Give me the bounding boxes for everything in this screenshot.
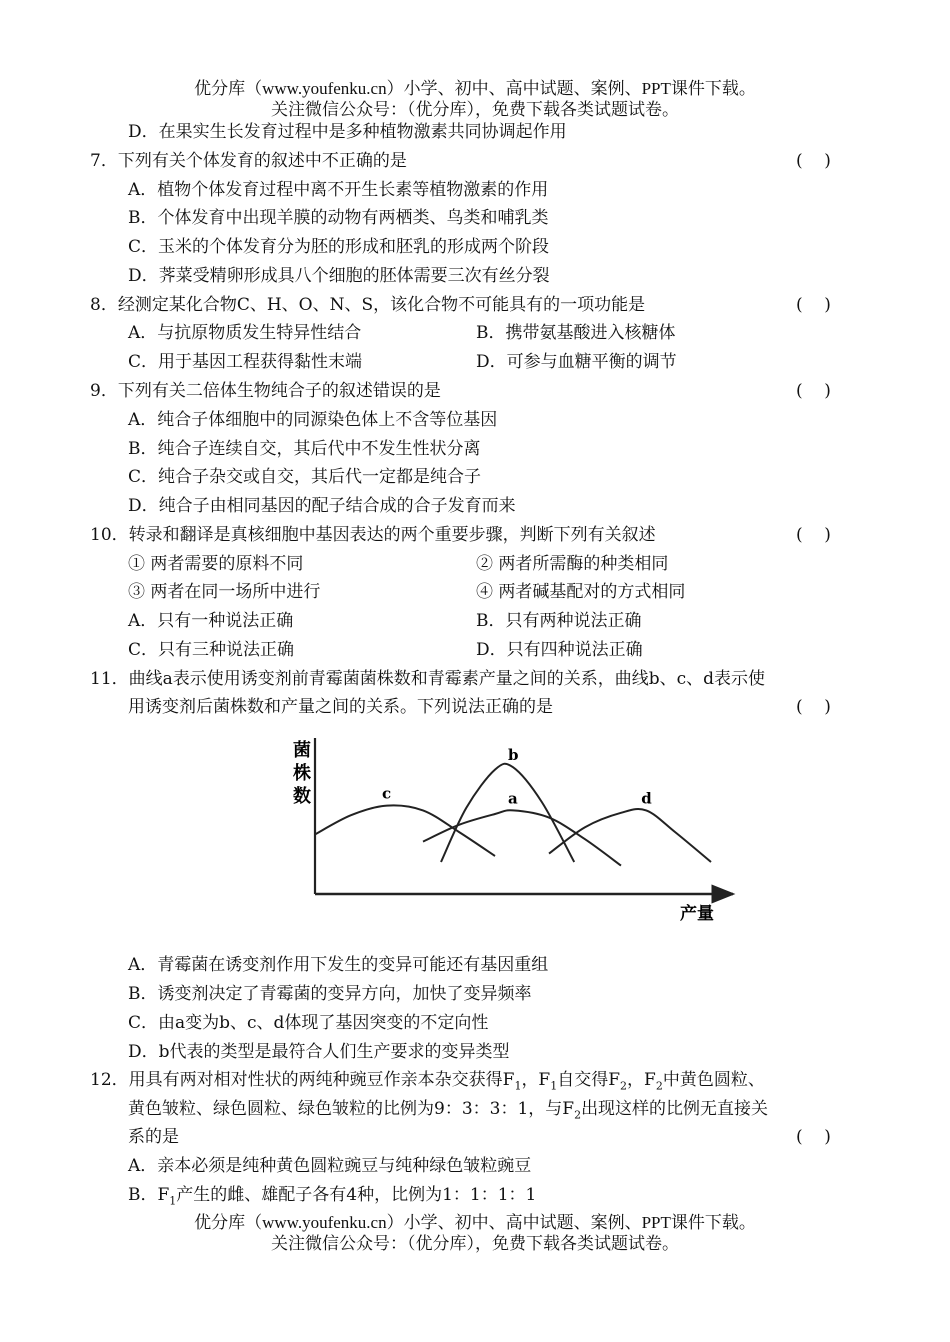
page-header-line1: 优分库（www.youfenku.cn）小学、初中、高中试题、案例、PPT课件下载。: [194, 79, 756, 98]
q11-option-a: A．青霉菌在诱变剂作用下发生的变异可能还有基因重组: [128, 955, 549, 975]
curve-label-d: d: [641, 789, 652, 808]
curve-d: [549, 809, 711, 862]
q7-option-d: D．荠菜受精卵形成具八个细胞的胚体需要三次有丝分裂: [128, 266, 550, 286]
q10-option-b: B．只有两种说法正确: [476, 611, 642, 631]
q9-stem: 9．下列有关二倍体生物纯合子的叙述错误的是: [90, 381, 441, 401]
q10-option-d: D．只有四种说法正确: [476, 640, 643, 660]
q10-stem: 10．转录和翻译是真核细胞中基因表达的两个重要步骤，判断下列有关叙述: [90, 525, 656, 545]
q11-stem-line2: 用诱变剂后菌株数和产量之间的关系。下列说法正确的是: [128, 697, 553, 717]
y-axis-label: 菌株数: [293, 740, 311, 807]
q12-option-a: A．亲本必须是纯种黄色圆粒豌豆与纯种绿色皱粒豌豆: [128, 1156, 532, 1176]
q10-option-c: C．只有三种说法正确: [128, 640, 295, 660]
q11-option-b: B．诱变剂决定了青霉菌的变异方向，加快了变异频率: [128, 984, 532, 1004]
q8-option-c: C．用于基因工程获得黏性末端: [128, 352, 363, 372]
x-axis-label: 产量: [680, 904, 714, 924]
q12-stem-line1: 12．用具有两对相对性状的两纯种豌豆作亲本杂交获得$F_1$，$F_1$自交得$F_2$，$F_2$中黄色圆粒、: [90, 1070, 765, 1093]
q7-option-b: B．个体发育中出现羊膜的动物有两栖类、鸟类和哺乳类: [128, 208, 549, 228]
q10-statement-4: ④ 两者碱基配对的方式相同: [476, 582, 686, 602]
page-footer-line2: 关注微信公众号：（优分库），免费下载各类试题试卷。: [271, 1234, 679, 1253]
curve-c: [315, 805, 495, 856]
q12-stem-line3: 系的是: [128, 1127, 179, 1147]
q11-answer-paren: ( ): [796, 697, 831, 717]
q12-option-b: B．$F_1$产生的雌、雄配子各有4种，比例为1：1：1：1: [128, 1185, 537, 1208]
page-footer-line1: 优分库（www.youfenku.cn）小学、初中、高中试题、案例、PPT课件下载。: [194, 1213, 756, 1232]
curve-label-c: c: [382, 784, 392, 803]
q9-option-c: C．纯合子杂交或自交，其后代一定都是纯合子: [128, 467, 482, 487]
q12-answer-paren: ( ): [796, 1127, 831, 1147]
q11-chart: [285, 730, 745, 930]
curve-label-b: b: [508, 746, 519, 765]
q10-statement-2: ② 两者所需酶的种类相同: [476, 554, 669, 574]
curve-a: [423, 810, 621, 865]
q10-statement-1: ① 两者需要的原料不同: [128, 554, 304, 574]
q7-option-c: C．玉米的个体发育分为胚的形成和胚乳的形成两个阶段: [128, 237, 550, 257]
q11-option-d: D．b代表的类型是最符合人们生产要求的变异类型: [128, 1042, 510, 1062]
q6-option-d: D．在果实生长发育过程中是多种植物激素共同协调起作用: [128, 122, 567, 142]
q8-stem: 8．经测定某化合物C、H、O、N、S，该化合物不可能具有的一项功能是: [90, 295, 646, 315]
q8-answer-paren: ( ): [796, 295, 831, 315]
q7-stem: 7．下列有关个体发育的叙述中不正确的是: [90, 151, 407, 171]
q10-answer-paren: ( ): [796, 525, 831, 545]
q9-option-b: B．纯合子连续自交，其后代中不发生性状分离: [128, 439, 481, 459]
q12-stem-line2: 黄色皱粒、绿色圆粒、绿色皱粒的比例为9：3：3：1，与$F_2$出现这样的比例无直接关: [128, 1099, 769, 1122]
q9-answer-paren: ( ): [796, 381, 831, 401]
page-header-line2: 关注微信公众号：（优分库），免费下载各类试题试卷。: [271, 100, 679, 119]
q8-option-b: B．携带氨基酸进入核糖体: [476, 323, 676, 343]
curve-b: [441, 764, 574, 862]
q10-option-a: A．只有一种说法正确: [128, 611, 294, 631]
q9-option-a: A．纯合子体细胞中的同源染色体上不含等位基因: [128, 410, 498, 430]
curve-label-a: a: [508, 789, 518, 808]
q8-option-a: A．与抗原物质发生特异性结合: [128, 323, 362, 343]
q7-option-a: A．植物个体发育过程中离不开生长素等植物激素的作用: [128, 180, 549, 200]
q10-statement-3: ③ 两者在同一场所中进行: [128, 582, 321, 602]
q9-option-d: D．纯合子由相同基因的配子结合成的合子发育而来: [128, 496, 516, 516]
q11-option-c: C．由a变为b、c、d体现了基因突变的不定向性: [128, 1013, 489, 1033]
q7-answer-paren: ( ): [796, 151, 831, 171]
q11-stem-line1: 11．曲线a表示使用诱变剂前青霉菌菌株数和青霉素产量之间的关系，曲线b、c、d表示使: [90, 669, 766, 689]
q8-option-d: D．可参与血糖平衡的调节: [476, 352, 677, 372]
